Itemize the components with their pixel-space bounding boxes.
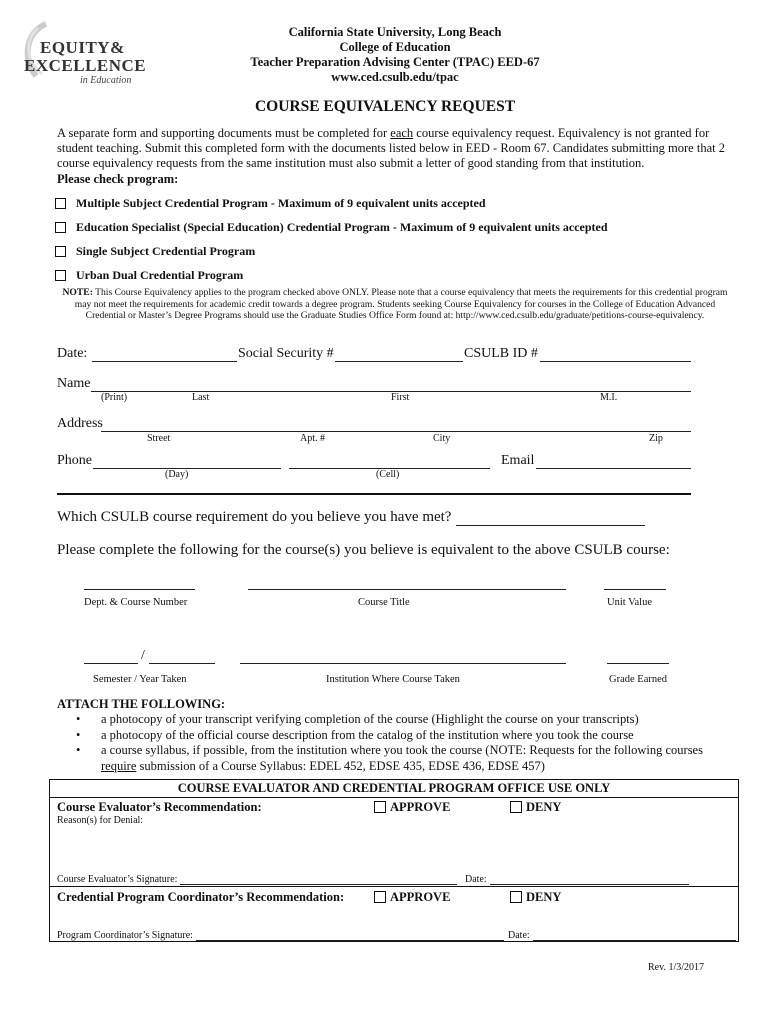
email-label: Email [501,453,535,468]
evaluator-signature-label: Course Evaluator’s Signature: [57,874,178,885]
csulb-id-label: CSULB ID # [464,346,538,361]
attach-item-text: a photocopy of your transcript verifying completion of the course (Highlight the course on your transcripts) [101,712,639,726]
evaluator-signature-input[interactable] [180,873,457,885]
mi-label: M.I. [600,392,618,403]
program-option-2[interactable] [55,220,608,235]
institution-input[interactable] [240,650,566,664]
semester-input[interactable] [84,650,138,664]
checkbox[interactable] [55,270,66,281]
ssn-input[interactable] [335,346,463,362]
office-divider [49,886,739,887]
institution-label: Institution Where Course Taken [326,674,460,685]
attach-heading: ATTACH THE FOLLOWING: [57,697,226,711]
attach-item-text: a photocopy of the official course description from the catalog of the institution where you took the course [101,727,634,742]
program-option-3[interactable] [55,244,255,259]
checkbox[interactable] [374,801,386,813]
bullet-icon: • [76,743,81,757]
dept-course-label: Dept. & Course Number [84,597,188,608]
program-label: Education Specialist (Special Education) Credential Program - Maximum of 9 equivalent units accepted [76,220,608,234]
csulb-id-input[interactable] [540,346,691,362]
attach-item [72,743,732,774]
evaluator-recommendation-label: Course Evaluator’s Recommendation: [57,800,262,814]
print-label: (Print) [101,392,128,403]
dept-course-input[interactable] [84,576,195,590]
evaluator-date-input[interactable] [490,873,689,885]
attach-item-text-end: submission of a Course Syllabus: EDEL 452, EDSE 435, EDSE 436, EDSE 457) [136,758,545,773]
check-program-label: Please check program: [57,172,179,186]
center-name: Teacher Preparation Advising Center (TPAC) EED-67 [250,55,540,69]
deny-label: DENY [526,800,562,814]
logo-line1: EQUITY& [40,38,125,57]
checkbox[interactable] [510,801,522,813]
grade-label: Grade Earned [609,674,668,685]
address-label: Address [57,416,103,431]
csulb-requirement-input[interactable] [456,509,645,526]
equivalent-course-instructions: Please complete the following for the course(s) you believe is equivalent to the above CSULB course: [57,542,670,558]
checkbox[interactable] [55,198,66,209]
coordinator-deny-option[interactable] [510,890,561,905]
name-input[interactable] [91,376,691,392]
date-row [57,346,87,362]
last-label: Last [192,392,210,403]
office-use-heading: COURSE EVALUATOR AND CREDENTIAL PROGRAM OFFICE USE ONLY [50,780,738,798]
unit-value-label: Unit Value [607,597,653,608]
reasons-for-denial-label: Reason(s) for Denial: [57,815,144,826]
university-name: California State University, Long Beach [288,25,502,39]
name-label: Name [57,376,91,391]
day-label: (Day) [165,469,189,480]
checkbox[interactable] [55,222,66,233]
semester-label: Semester / Year Taken [93,674,187,685]
note-label: NOTE: [62,287,93,298]
attach-list [72,712,732,774]
intro-part-b: course equivalency request. Equivalency is not granted for student teaching. Submit this completed form with the documents listed below in EED - Room 67. Candidates submitting more that 2 course equivalency requests from the same institution must also submit a letter of good standing from that institution. [57,126,725,170]
coordinator-approve-option[interactable] [374,890,450,905]
cell-label: (Cell) [376,469,400,480]
first-label: First [391,392,410,403]
course-title-input[interactable] [248,576,566,590]
logo-line3: in Education [80,75,132,86]
intro-underlined: each [390,126,414,140]
header-block [140,25,650,85]
program-option-4[interactable] [55,268,243,283]
attach-item [72,712,732,728]
date-label: Date: [57,346,88,361]
apt-label: Apt. # [300,433,325,444]
bullet-icon: • [76,712,81,726]
program-label: Urban Dual Credential Program [76,268,244,282]
grade-input[interactable] [607,650,669,664]
year-input[interactable] [149,650,215,664]
checkbox[interactable] [55,246,66,257]
course-title-label: Course Title [358,597,410,608]
revision-date: Rev. 1/3/2017 [648,962,705,973]
coordinator-recommendation-label: Credential Program Coordinator’s Recommendation: [57,890,345,904]
college-name: College of Education [339,40,451,54]
csulb-requirement-question [57,509,451,526]
coordinator-date-label: Date: [508,930,530,941]
ssn-label: Social Security # [238,346,334,361]
logo [18,18,147,88]
note-text: This Course Equivalency applies to the program checked above ONLY. Please note that a course equivalency that meets the requirements for this credential program may not meet the requirements for academic credit towards a degree program. Students seeking Course Equivalency for courses in the College of Education Advanced Credential or Master’s Degree Programs should use the Graduate Studies Office Form found at: http://www.ced.csulb.edu/graduate/petitions-course-equivalency. [74,287,728,321]
address-input[interactable] [101,416,691,432]
section-divider [57,493,691,495]
approve-label: APPROVE [390,800,451,814]
program-note [60,287,730,322]
day-phone-input[interactable] [93,453,281,469]
evaluator-approve-option[interactable] [374,800,450,815]
intro-part-a: A separate form and supporting documents must be completed for [57,126,391,140]
zip-label: Zip [649,433,663,444]
attach-item-underlined: require [101,758,137,773]
evaluator-deny-option[interactable] [510,800,561,815]
program-option-1[interactable] [55,196,486,211]
coordinator-signature-input[interactable] [196,929,504,941]
coordinator-signature-label: Program Coordinator’s Signature: [57,930,193,941]
date-input[interactable] [92,346,237,362]
program-label: Single Subject Credential Program [76,244,256,258]
intro-paragraph [57,126,737,171]
email-input[interactable] [536,453,691,469]
checkbox[interactable] [374,891,386,903]
program-label: Multiple Subject Credential Program - Maximum of 9 equivalent units accepted [76,196,486,210]
coordinator-date-input[interactable] [533,929,736,941]
logo-line2: EXCELLENCE [24,56,147,75]
attach-item-text: a course syllabus, if possible, from the institution where you took the course (NOTE: Requests for the following courses [101,743,703,757]
bullet-icon: • [76,727,81,742]
attach-item [72,728,732,744]
city-label: City [433,433,451,444]
header-url[interactable]: www.ced.csulb.edu/tpac [331,70,459,84]
street-label: Street [147,433,171,444]
semester-year-slash: / [141,648,145,663]
question-text: Which CSULB course requirement do you believe you have met? [57,509,452,525]
phone-label: Phone [57,453,92,468]
deny-label: DENY [526,890,562,904]
unit-value-input[interactable] [604,576,666,590]
page-title: COURSE EQUIVALENCY REQUEST [254,98,516,115]
checkbox[interactable] [510,891,522,903]
approve-label: APPROVE [390,890,451,904]
cell-phone-input[interactable] [289,453,490,469]
evaluator-date-label: Date: [465,874,487,885]
